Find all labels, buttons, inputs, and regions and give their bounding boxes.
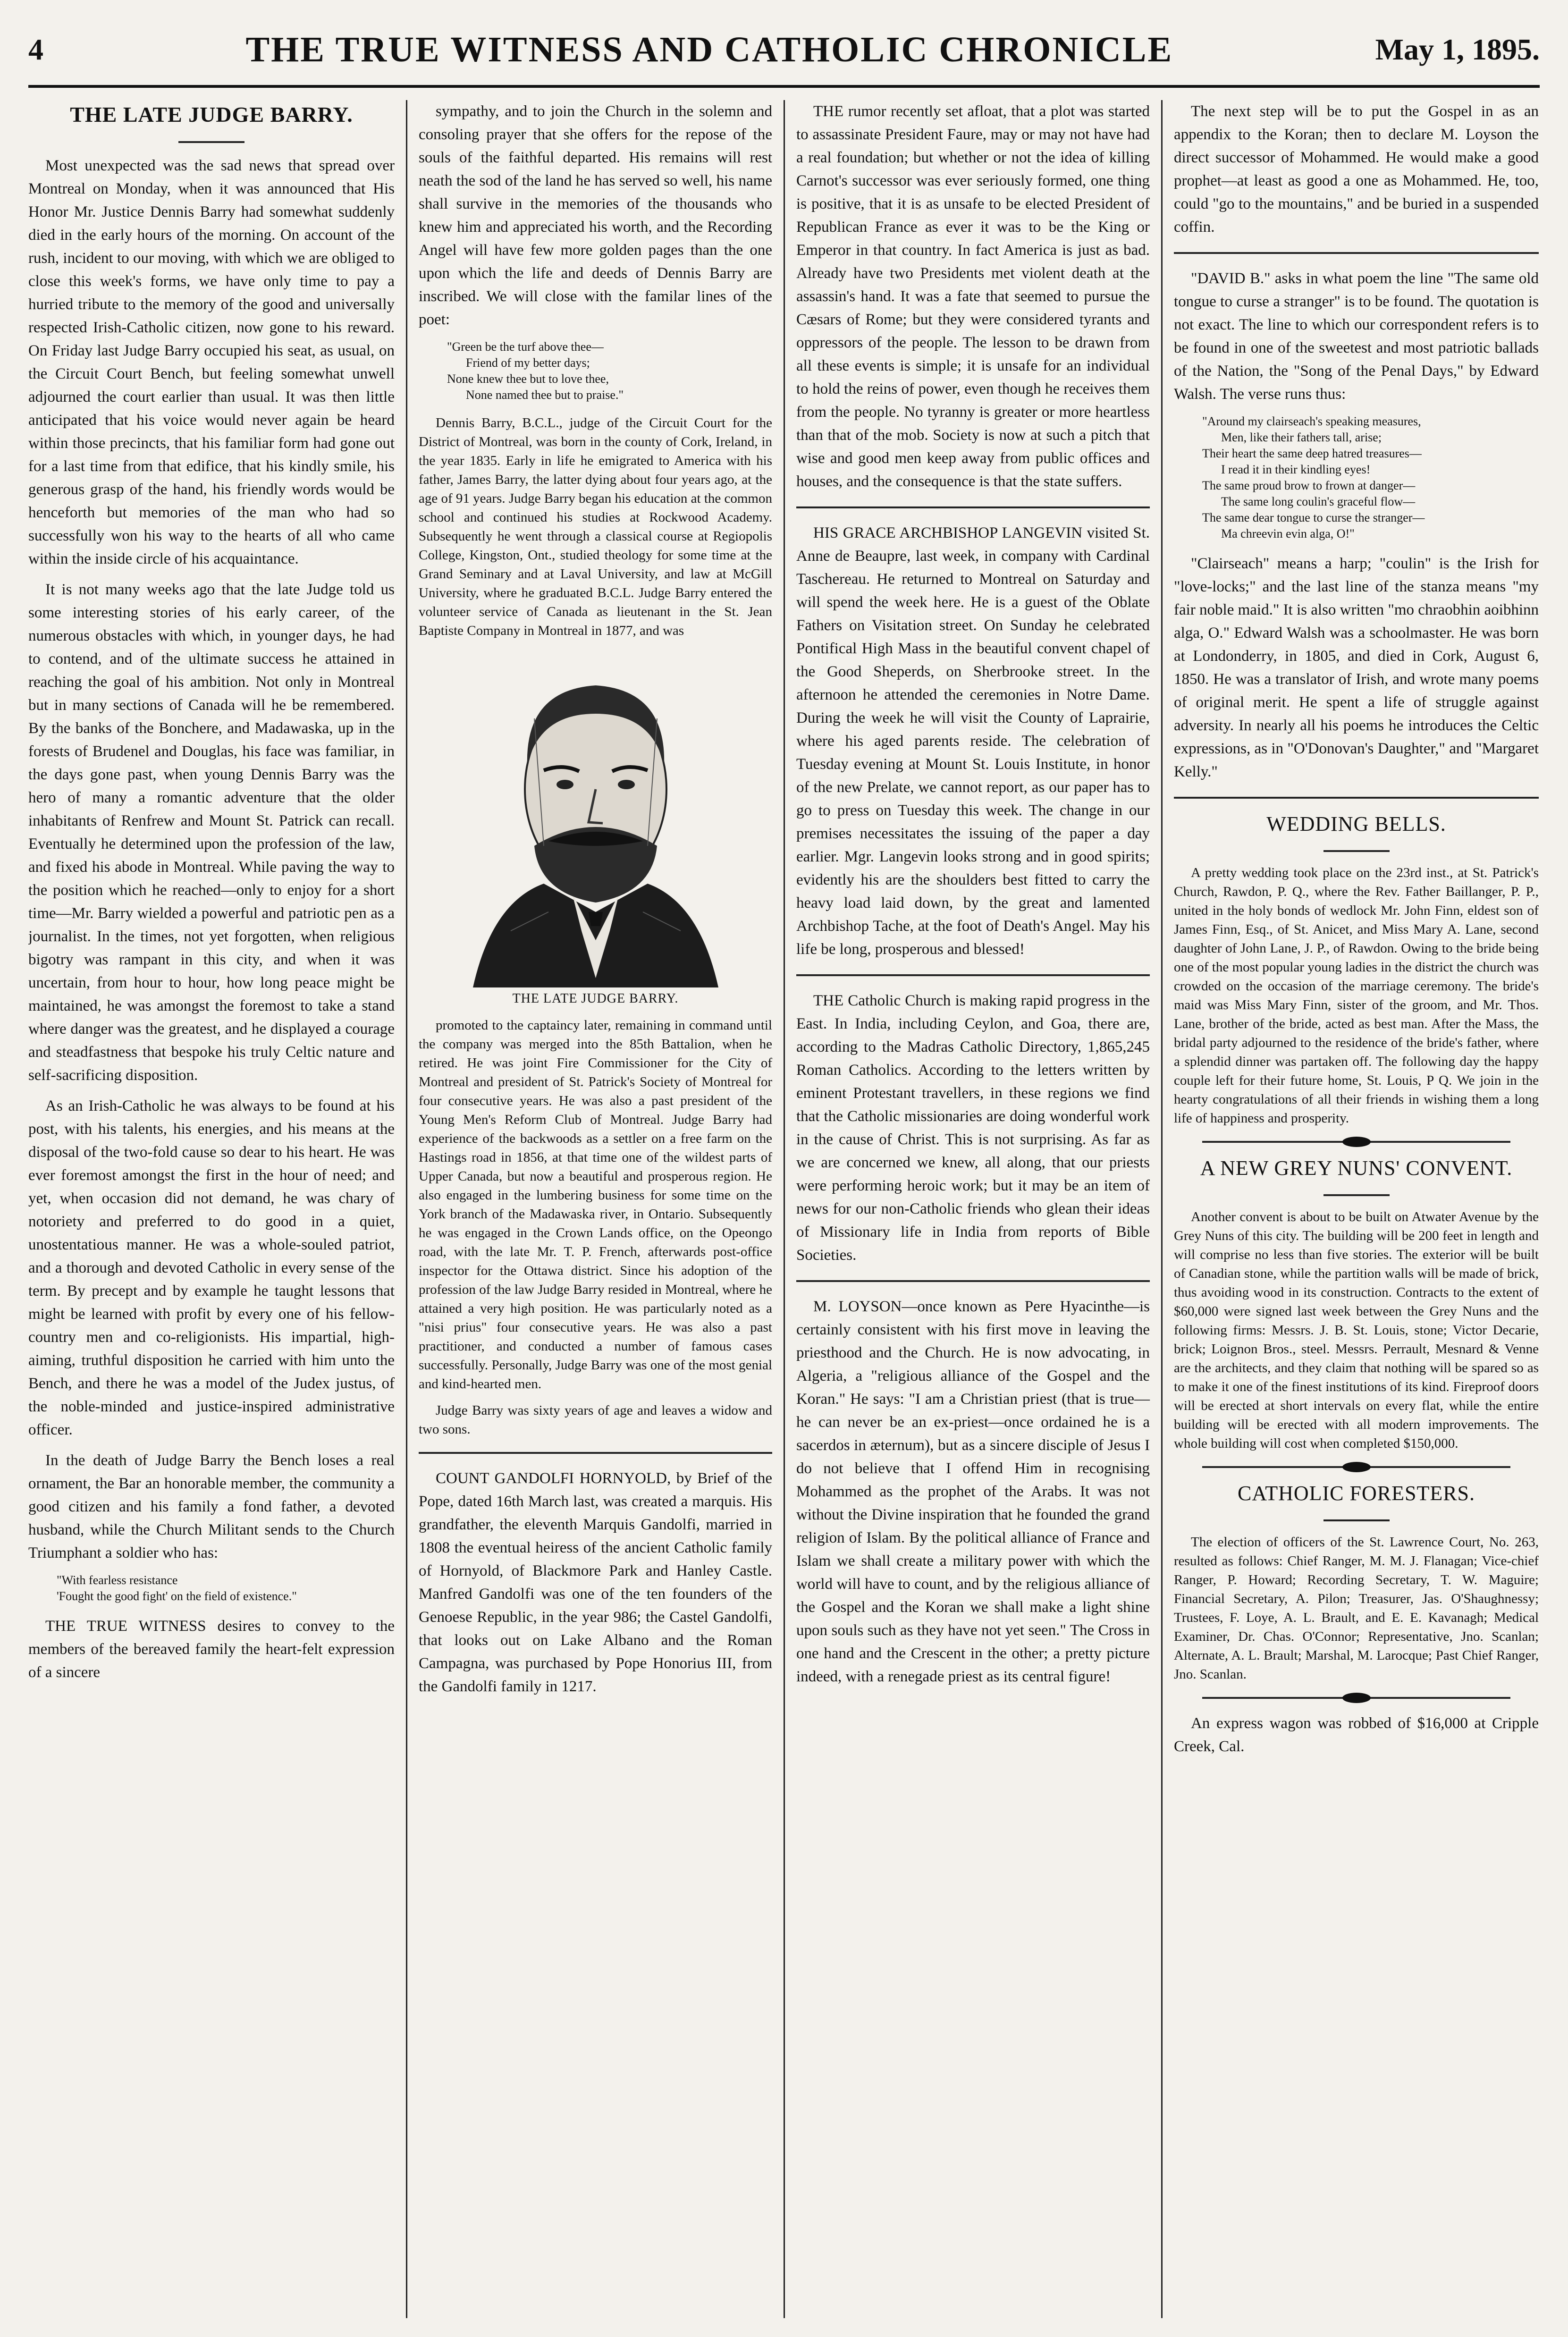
column-separator [1174, 252, 1539, 254]
headline-rule [178, 141, 244, 143]
headline-grey-nuns-convent: A NEW GREY NUNS' CONVENT. [1200, 1156, 1513, 1180]
column-1 [28, 100, 406, 2318]
article-paragraph: Another convent is about to be built on Atwater Avenue by the Grey Nuns of this city. The building will be 200 feet in length and will comprise no less than five stories. The exterior will be built of Canadian stone, while the partition walls will be made of brick, thus avoiding wood in its construction. Contracts to the extent of $60,000 were signed last week between the Grey Nuns and the following firms: Messrs. J. B. St. Louis, stone; Victor Decarie, brick; Loignon Bros., steel. Messrs. Perrault, Mesnard & Venne are the architects, and they claim that nothing will be spared so as to make it one of the finest institutions of its kind. Fireproof doors will be erected at short intervals on every flat, while the entire building will be erected with all modern improvements. The whole building will cost when completed $150,000. [1174, 1209, 1539, 1451]
headline-wedding-bells: WEDDING BELLS. [1266, 812, 1446, 835]
ornament-separator [1202, 1141, 1510, 1143]
portrait-caption: THE LATE JUDGE BARRY. [512, 991, 679, 1006]
article-paragraph: As an Irish-Catholic he was always to be found at his post, with his talents, his energies, and his means at the disposal of the two-fold cause so dear to his heart. He was ever foremost amongst the first in the hour of need; and yet, when occasion did not demand, he was chary of notoriety and preferred to do good in a quiet, unostentatious manner. He was a whole-souled patriot, and a thorough and devoted Catholic in every sense of the term. By precept and by example he taught lessons that might be learned with profit by every one of his fellow-country men and co-religionists. His impartial, high-aiming, truthful disposition he carried with him unto the Bench, and there he was a model of the Judex justus, of the noble-minded and justice-inspired administrative officer. [28, 1097, 395, 1438]
article-paragraph: HIS GRACE ARCHBISHOP LANGEVIN visited St. Anne de Beaupre, last week, in company with Cardinal Taschereau. He returned to Montreal on Saturday and will spend the week here. He is a guest of the Oblate Fathers on Visitation street. On Sunday he celebrated Pontifical High Mass in the beautiful convent chapel of the Good Sheperds, on Sherbrooke street. In the afternoon he attended the ceremonies in Notre Dame. During the week he will visit the County of Laprairie, where his aged parents reside. The celebration of Tuesday evening at Mount St. Louis Institute, in honor of the new Prelate, we cannot report, as our paper has to go to press on Tuesday this week. The change in our premises necessitates the issuing of the paper a day earlier. Mgr. Langevin looks strong and in good spirits; evidently his are the shoulders best fitted to carry the heavy load laid down, by the great and lamented Archbishop Tache, at the foot of Death's Angel. May his life be long, prosperous and blessed! [796, 524, 1150, 958]
biography-paragraph: Dennis Barry, B.C.L., judge of the Circuit Court for the District of Montreal, was born in the county of Cork, Ireland, in the year 1835. Early in life he emigrated to America with his father, James Barry, the latter dying about four years ago, at the age of 91 years. Judge Barry began his education at the common school and continued his studies at Rockwood Academy. Subsequently he went through a classical course at Regiopolis College, Kingston, Ont., studied theology for some time at the Grand Seminary and at Laval University, and law at McGill University, where he graduated B.C.L. Judge Barry entered the volunteer service of Canada as lieutenant in the St. Jean Baptiste Company in Montreal in 1877, and was [419, 415, 772, 638]
verse-line: "Around my clairseach's speaking measures, [1202, 414, 1421, 428]
poem-line: None knew thee but to love thee, [447, 372, 609, 386]
ornament-separator [1202, 1697, 1510, 1699]
verse-block [1202, 413, 1539, 542]
portrait-engraving [454, 648, 737, 987]
column-separator [1174, 797, 1539, 799]
poem-line: "Green be the turf above thee— [447, 340, 604, 354]
article-paragraph: A pretty wedding took place on the 23rd inst., at St. Patrick's Church, Rawdon, P. Q., where the Rev. Father Baillanger, P. P., united in the holy bonds of wedlock Mr. John Finn, eldest son of James Finn, Esq., of St. Anicet, and Miss Mary A. Lane, second daughter of John Lane, J. P., of Rawdon. Owing to the bride being one of the most popular young ladies in the district the church was crowded on the occasion of the marriage ceremony. The bride's maid was Miss Mary Finn, sister of the groom, and Mr. Thos. Lane, brother of the bride, acted as best man. After the Mass, the bridal party adjourned to the residence of the bride's father, where a splendid dinner was partaken off. The following day the happy couple left for their future home, St. Louis, P Q. We join in the hearty congratulations of all their friends in wishing them a long life of happiness and prosperity. [1174, 865, 1539, 1126]
article-paragraph: THE Catholic Church is making rapid progress in the East. In India, including Ceylon, and Goa, there are, according to the Madras Catholic Directory, 1,865,245 Roman Catholics. According to the letters written by eminent Protestant travellers, in these regions we find that the Catholic missionaries are doing wonderful work in the cause of Christ. This is not surprising. As far as we are concerned we knew, all along, that our priests were performing heroic work; but it may be an item of news for our non-Catholic friends who glean their ideas of Missionary life in India from reports of Bible Societies. [796, 992, 1150, 1264]
article-paragraph: M. LOYSON—once known as Pere Hyacinthe—is certainly consistent with his first move in leaving the priesthood and the Church. He is now advocating, in Algeria, a "religious alliance of the Gospel and the Koran." He says: "I am a Christian priest (that is true—he can never be an ex-priest—once ordained he is a sacerdos in æternum), but as a sincere disciple of Jesus I do not believe that I offend Him in recognising Mohammed as the prophet of the Arabs. It was not without the Divine inspiration that he founded the grand religion of Islam. By the political alliance of France and Islam we shall create a military power with which the world will have to count, and by the religious alliance of the Gospel and the Koran we shall make a light shine upon souls such as they have not yet seen." The Cross in one hand and the Crescent in the other; a pretty picture indeed, with a renegade priest as its central figure! [796, 1298, 1150, 1685]
article-paragraph: "Clairseach" means a harp; "coulin" is the Irish for "love-locks;" and the last line of the stanza means "my fair noble maid." It is also written "mo chraobhin aoibhinn alga, O." Edward Walsh was a schoolmaster. He was born at Londonderry, in 1805, and died in Cork, August 6, 1850. He was a translator of Irish, and wrote many poems of original merit. He spent a life of struggle against adversity. In nearly all his poems he introduces the Celtic expressions, as in "O'Donovan's Daughter," and "Margaret Kelly." [1174, 555, 1539, 780]
masthead [28, 14, 1540, 88]
issue-date: May 1, 1895. [1375, 33, 1540, 66]
article-paragraph: The next step will be to put the Gospel in as an appendix to the Koran; then to declare M. Loyson the direct successor of Mohammed. He would make a good prophet—at least as good a one as Mohammed. He, too, could "go to the mountains," and be buried in a suspended coffin. [1174, 103, 1539, 236]
biography-paragraph: promoted to the captaincy later, remaining in command until the company was merged into the 85th Battalion, when he retired. He was joint Fire Commissioner for the City of Montreal and president of St. Patrick's Society of Montreal for four consecutive years. He was also a past president of the Young Men's Reform Club of Montreal. Judge Barry had experience of the backwoods as a settler on a free farm on the Hastings road in 1856, at that time one of the wildest parts of Upper Canada, but now a beautiful and prosperous region. He also engaged in the lumbering business for some time on the York branch of the Madawaska river, in Ontario. Subsequently he was engaged in the Crown Lands office, on the Opeongo road, with the late Mr. T. P. French, afterwards post-office inspector for the Ottawa district. Since his adoption of the profession of the law Judge Barry resided in Montreal, where he attained a very high position. He was particularly noted as a "nisi prius" four consecutive years. He was also a past practitioner, and conducted a number of famous cases successfully. Personally, Judge Barry was one of the most genial and kind-hearted men. [419, 1018, 772, 1392]
column-4 [1161, 100, 1539, 2318]
verse-line: The same dear tongue to curse the stranger— [1202, 511, 1425, 524]
article-paragraph: In the death of Judge Barry the Bench loses a real ornament, the Bar an honorable member, the community a good citizen and his family a fond father, a devoted husband, while the Church Militant sends to the Church Triumphant a soldier who has: [28, 1452, 395, 1561]
headline-late-judge-barry: THE LATE JUDGE BARRY. [70, 102, 353, 127]
quote-block [57, 1572, 395, 1604]
article-paragraph: An express wagon was robbed of $16,000 at Cripple Creek, Cal. [1174, 1715, 1539, 1755]
article-paragraph: sympathy, and to join the Church in the solemn and consoling prayer that she offers for the repose of the souls of the faithful departed. His remains will rest neath the sod of the land he has served so well, his name shall survive in the memories of the thousands who knew him and appreciated his worth, and the Recording Angel will have few more golden pages than the one upon which the life and deeds of Dennis Barry are inscribed. We will close with the familar lines of the poet: [419, 103, 772, 328]
verse-line: I read it in their kindling eyes! [1221, 463, 1371, 476]
column-2 [406, 100, 784, 2318]
verse-line: The same long coulin's graceful flow— [1221, 495, 1416, 508]
columns [28, 100, 1540, 2318]
verse-line: Ma chreevin evin alga, O!" [1221, 527, 1355, 540]
portrait-figure [419, 648, 772, 1006]
column-separator [796, 974, 1150, 976]
headline-rule [1324, 850, 1390, 852]
verse-line: The same proud brow to frown at danger— [1202, 479, 1416, 492]
article-paragraph: It is not many weeks ago that the late Judge told us some interesting stories of his early career, of the numerous obstacles with which, in younger days, he had to contend, and of the ultimate success he attained in reaching the goal of his ambition. Not only in Montreal but in many sections of Canada will he be remembered. By the banks of the Bonchere, and Madawaska, up in the forests of Brudenel and Douglas, his face was familiar, in the days gone past, when young Dennis Barry was the hero of many a romantic adventure that the older inhabitants of Renfrew and Mount St. Patrick can recall. Eventually he determined upon the profession of the law, and fixed his abode in Montreal. While paving the way to the position which he reached—only to enjoy for a short time—Mr. Barry wielded a powerful and patriotic pen as a journalist. In the times, not yet forgotten, when religious bigotry was rampant in this city, and when it was uncertain, from hour to hour, how long peace might be maintained, he was amongst the foremost to take a stand where danger was the greatest, and he displayed a courage and steadfastness that bespoke his truly Celtic nature and self-sacrificing disposition. [28, 581, 395, 1084]
biography-paragraph: Judge Barry was sixty years of age and leaves a widow and two sons. [419, 1403, 772, 1437]
article-paragraph: Most unexpected was the sad news that spread over Montreal on Monday, when it was announced that His Honor Mr. Justice Dennis Barry had somewhat suddenly died in the early hours of the morning. On account of the rush, incident to our moving, with which we are obliged to close this week's forms, we have only time to pay a hurried tribute to the memory of the good and universally respected Irish-Catholic citizen, now gone to his reward. On Friday last Judge Barry occupied his seat, as usual, on the Circuit Court Bench, but feeling somewhat unwell adjourned the court earlier than usual. It was then little anticipated that his voice would never again be heard within those precincts, that his familiar form had gone out for a last time from that edifice, that his kindly smile, his generous grasp of the hand, his friendly words would be henceforth but memories of the man who had so successfully won his way to the hearts of all who came within the inside circle of his acquaintance. [28, 157, 395, 567]
headline-catholic-foresters: CATHOLIC FORESTERS. [1237, 1482, 1475, 1505]
column-separator [796, 506, 1150, 508]
column-separator [796, 1280, 1150, 1282]
poem-line: Friend of my better days; [466, 356, 590, 370]
column-separator [419, 1452, 772, 1454]
poem-line: None named thee but to praise." [466, 388, 624, 402]
newspaper-title: THE TRUE WITNESS AND CATHOLIC CHRONICLE [245, 29, 1173, 69]
headline-rule [1324, 1519, 1390, 1521]
article-paragraph: THE rumor recently set afloat, that a plot was started to assassinate President Faure, may or may not have had a real foundation; but whether or not the idea of killing Carnot's successor was ever seriously formed, one thing is positive, that it is as unsafe to be elected President of Republican France as ever it was to be the King or Emperor in that country. In fact America is just as bad. Already have two Presidents met violent death at the assassin's hand. It was a fate that seemed to pursue the Cæsars of Rome; but they were considered tyrants and oppressors of the people. The lesson to be drawn from all these events is simple; it is unsafe for an individual to hold the reins of power, even though he receives them from the people. No tyranny is greater or more heartless than that of the mob. Society is now at such a pitch that wise and good men keep away from public offices and houses, and the consequence is that the state suffers. [796, 103, 1150, 490]
poem-block [447, 339, 772, 403]
quote-line: 'Fought the good fight' on the field of existence." [57, 1589, 297, 1603]
verse-line: Their heart the same deep hatred treasures— [1202, 447, 1422, 460]
ornament-separator [1202, 1466, 1510, 1468]
article-paragraph: THE TRUE WITNESS desires to convey to the members of the bereaved family the heart-felt expression of a sincere [28, 1618, 395, 1681]
article-paragraph: The election of officers of the St. Lawrence Court, No. 263, resulted as follows: Chief Ranger, M. M. J. Flanagan; Vice-chief Ranger, P. Howard; Recording Secretary, T. W. Maguire; Financial Secretary, A. Pilon; Treasurer, Jas. O'Shaughnessy; Trustees, F. Loye, A. L. Brault, and E. E. Kavanagh; Medical Examiner, Dr. Chas. O'Connor; Representative, Jno. Scanlan; Alternate, A. L. Brault; Marshal, M. Larocque; Past Chief Ranger, Jno. Scanlan. [1174, 1535, 1539, 1682]
article-paragraph: "DAVID B." asks in what poem the line "The same old tongue to curse a stranger" is to be found. The quotation is not exact. The line to which our correspondent refers is to be found in one of the sweetest and most patriotic ballads of the Nation, the "Song of the Penal Days," by Edward Walsh. The verse runs thus: [1174, 270, 1539, 403]
quote-line: "With fearless resistance [57, 1573, 178, 1587]
page-number: 4 [28, 33, 43, 66]
column-3 [784, 100, 1161, 2318]
article-paragraph: COUNT GANDOLFI HORNYOLD, by Brief of the Pope, dated 16th March last, was created a marquis. His grandfather, the eleventh Marquis Gandolfi, married in 1808 the eventual heiress of the ancient Catholic family of Hornyold, of Blackmore Park and Hanley Castle. Manfred Gandolfi was one of the ten founders of the Genoese Republic, in the year 986; the Castel Gandolfi, that looks out on Lake Albano and the Roman Campagna, was purchased by Pope Honorius III, from the Gandolfi family in 1217. [419, 1470, 772, 1695]
verse-line: Men, like their fathers tall, arise; [1221, 430, 1382, 444]
headline-rule [1324, 1194, 1390, 1196]
